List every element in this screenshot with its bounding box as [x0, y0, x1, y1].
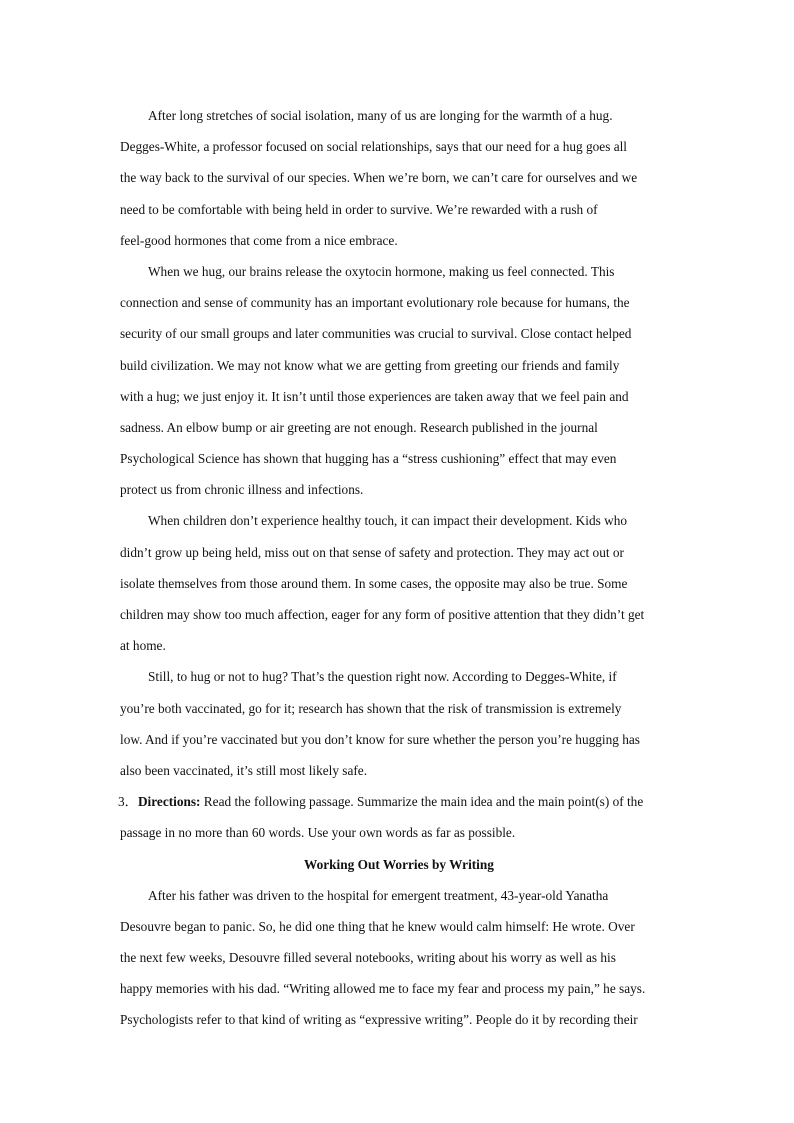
paragraph-vaccination: [120, 661, 678, 786]
paragraph-children-touch: [120, 505, 678, 661]
paragraph-hug-intro: [120, 100, 678, 256]
text-line: Desouvre began to panic. So, he did one thing that he knew would calm himself: He wrote. Over: [120, 918, 635, 934]
text-line: sadness. An elbow bump or air greeting are not enough. Research published in the journal: [120, 419, 598, 435]
text-line: at home.: [120, 638, 166, 654]
text-line: the way back to the survival of our species. When we’re born, we can’t care for ourselves and we: [120, 170, 638, 186]
directions-line: passage in no more than 60 words. Use your own words as far as possible.: [120, 825, 516, 841]
text-line: When children don’t experience healthy touch, it can impact their development. Kids who: [148, 513, 628, 529]
text-line: After his father was driven to the hospital for emergent treatment, 43-year-old Yanatha: [148, 887, 609, 903]
text-line: happy memories with his dad. “Writing allowed me to face my fear and process my pain,” he says.: [120, 981, 646, 997]
text-line: When we hug, our brains release the oxytocin hormone, making us feel connected. This: [148, 263, 615, 279]
directions-text: Read the following passage. Summarize the main idea and the main point(s) of the: [200, 794, 644, 810]
text-line: isolate themselves from those around them. In some cases, the opposite may also be true. Some: [120, 575, 628, 591]
paragraph-oxytocin: [120, 256, 678, 506]
text-line: didn’t grow up being held, miss out on that sense of safety and protection. They may act out or: [120, 544, 624, 560]
text-line: children may show too much affection, eager for any form of positive attention that they didn’t get: [120, 607, 645, 622]
text-line: connection and sense of community has an important evolutionary role because for humans, the: [120, 295, 630, 311]
directions-label: Directions:: [137, 794, 201, 810]
text-line: Degges-White, a professor focused on social relationships, says that our need for a hug goes all: [120, 139, 627, 155]
text-line: low. And if you’re vaccinated but you don’t know for sure whether the person you’re hugging has: [120, 731, 640, 747]
text-line: you’re both vaccinated, go for it; research has shown that the risk of transmission is extremely: [120, 700, 622, 716]
text-line: Psychologists refer to that kind of writing as “expressive writing”. People do it by recording their: [120, 1012, 638, 1028]
text-line: protect us from chronic illness and infections.: [120, 482, 364, 498]
text-line: feel-good hormones that come from a nice embrace.: [120, 232, 398, 248]
text-line: build civilization. We may not know what we are getting from greeting our friends and family: [120, 357, 620, 373]
text-line: also been vaccinated, it’s still most likely safe.: [120, 762, 368, 778]
question-3-directions: [120, 786, 678, 848]
text-line: with a hug; we just enjoy it. It isn’t until those experiences are taken away that we feel pain and: [120, 388, 629, 404]
text-line: Still, to hug or not to hug? That’s the question right now. According to Degges-White, if: [148, 669, 617, 685]
text-line: After long stretches of social isolation, many of us are longing for the warmth of a hug.: [148, 108, 613, 123]
text-line: Psychological Science has shown that hugging has a “stress cushioning” effect that may even: [120, 451, 617, 467]
paragraph-expressive-writing: [120, 880, 678, 1036]
text-line: security of our small groups and later communities was crucial to survival. Close contact helped: [120, 326, 632, 342]
text-line: need to be comfortable with being held in order to survive. We’re rewarded with a rush of: [120, 201, 598, 217]
question-number: 3．: [118, 794, 138, 810]
passage-title: Working Out Worries by Writing: [304, 856, 494, 872]
document-body: [120, 100, 678, 1036]
text-line: the next few weeks, Desouvre filled several notebooks, writing about his worry as well as his: [120, 950, 616, 966]
directions-line: [118, 786, 678, 817]
